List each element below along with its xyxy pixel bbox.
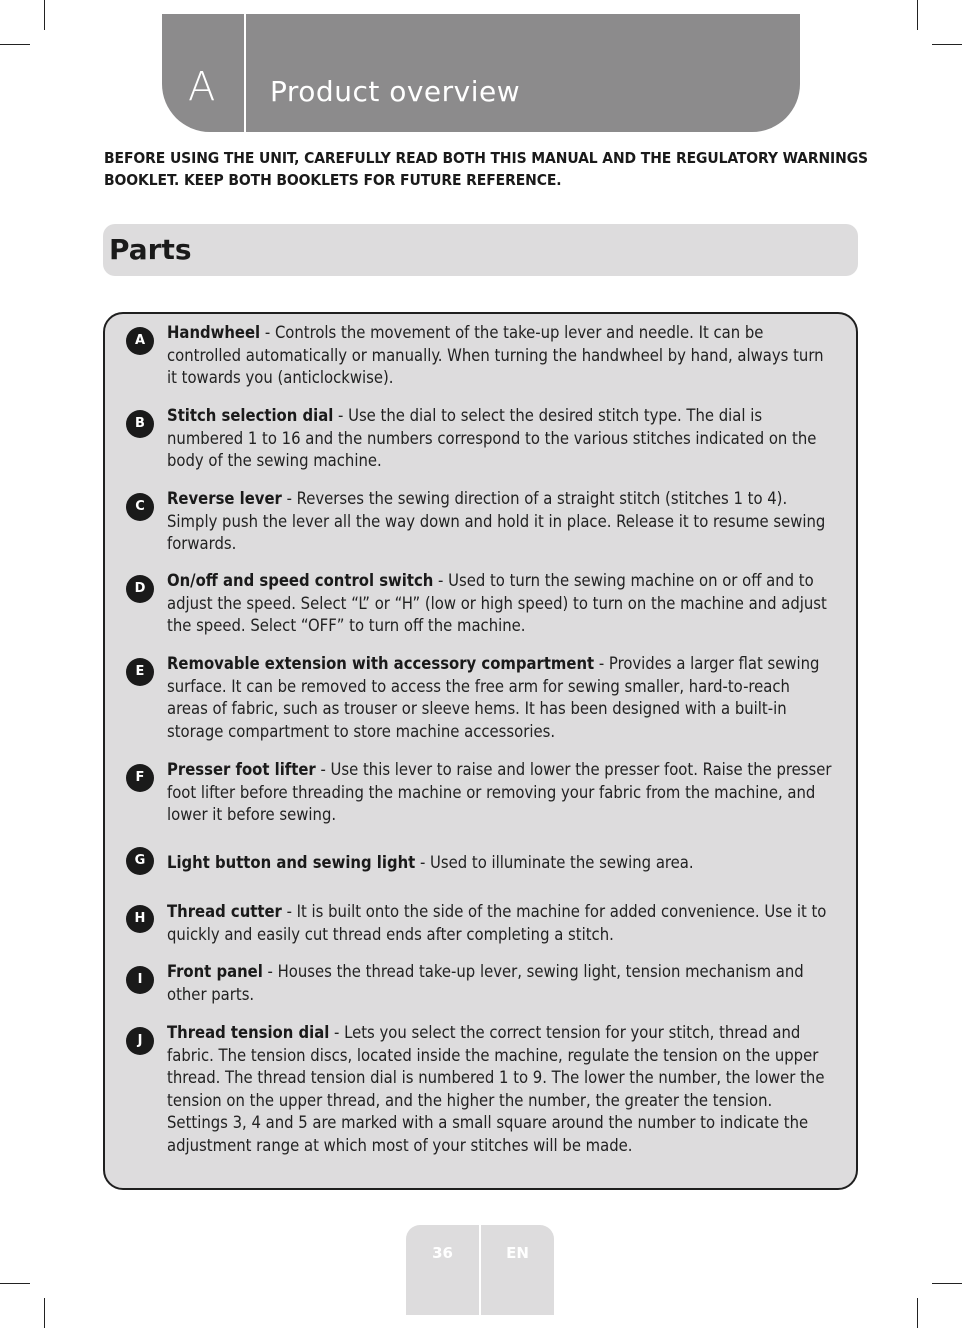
- crop-mark: [0, 1283, 30, 1284]
- part-badge: D: [126, 575, 154, 603]
- part-name: Stitch selection dial: [167, 406, 334, 425]
- part-detail: - Used to turn the sewing machine on or off and to adjust the speed. Select “L” or “H” (low or high speed) to turn on the machine and adjust the speed. Select “OFF” to turn off the machine.: [167, 571, 827, 635]
- part-name: Light button and sewing light: [167, 853, 416, 872]
- part-description: [167, 405, 832, 473]
- part-name: Handwheel: [167, 323, 261, 342]
- page-number: 36: [432, 1244, 453, 1262]
- part-detail: - Reverses the sewing direction of a straight stitch (stitches 1 to 4). Simply push the lever all the way down and hold it in place. Release it to resume sewing forwards.: [167, 489, 826, 553]
- part-badge: I: [126, 966, 154, 994]
- part-name: Thread cutter: [167, 902, 282, 921]
- part-description: [167, 488, 832, 556]
- crop-mark: [917, 1298, 918, 1328]
- part-badge: E: [126, 658, 154, 686]
- part-description: [167, 653, 832, 743]
- crop-mark: [44, 1298, 45, 1328]
- part-badge: B: [126, 410, 154, 438]
- part-detail: - Use this lever to raise and lower the presser foot. Raise the presser foot lifter before threading the machine or removing your fabric from the machine, and lower it before sewing.: [167, 760, 832, 824]
- part-name: Thread tension dial: [167, 1023, 330, 1042]
- page-title: Product overview: [270, 75, 521, 108]
- part-description: [167, 901, 832, 946]
- part-badge: H: [126, 905, 154, 933]
- part-description: [167, 1022, 832, 1157]
- part-description: [167, 961, 832, 1006]
- part-detail: - Used to illuminate the sewing area.: [415, 853, 694, 872]
- parts-heading-bar: [103, 224, 858, 276]
- crop-mark: [44, 0, 45, 30]
- language-code: EN: [506, 1244, 529, 1262]
- part-badge: A: [126, 327, 154, 355]
- header-divider: [244, 14, 246, 132]
- part-detail: - Lets you select the correct tension for your stitch, thread and fabric. The tension discs, located inside the machine, regulate the tension on the upper thread. The thread tension dial is numbered 1 to 9. The lower the number, the lower the tension on the upper thread, and the higher the number, the greater the tension. Settings 3, 4 and 5 are marked with a small square around the number to indicate the adjustment range at which most of your stitches will be made.: [167, 1023, 825, 1155]
- part-description: [167, 570, 832, 638]
- crop-mark: [917, 0, 918, 30]
- part-name: Presser foot lifter: [167, 760, 316, 779]
- part-badge: F: [126, 764, 154, 792]
- part-description: [167, 322, 832, 390]
- part-badge: G: [126, 847, 154, 875]
- safety-warning: BEFORE USING THE UNIT, CAREFULLY READ BOTH THIS MANUAL AND THE REGULATORY WARNINGS BOOKLET. KEEP BOTH BOOKLETS FOR FUTURE REFERENCE.: [104, 149, 869, 189]
- part-badge: J: [126, 1027, 154, 1055]
- parts-heading: Parts: [109, 233, 192, 266]
- part-detail: - Controls the movement of the take-up lever and needle. It can be controlled automatically or manually. When turning the handwheel by hand, always turn it towards you (anticlockwise).: [167, 323, 824, 387]
- part-name: Removable extension with accessory compartment: [167, 654, 595, 673]
- section-header-tab: [162, 14, 800, 132]
- part-name: On/off and speed control switch: [167, 571, 434, 590]
- part-description: [167, 759, 832, 827]
- part-description: [167, 852, 832, 875]
- part-detail: - Houses the thread take-up lever, sewing light, tension mechanism and other parts.: [167, 962, 804, 1004]
- crop-mark: [932, 1283, 962, 1284]
- crop-mark: [932, 44, 962, 45]
- part-badge: C: [126, 493, 154, 521]
- language-tab: [481, 1225, 554, 1315]
- part-name: Front panel: [167, 962, 263, 981]
- section-letter: A: [188, 64, 216, 110]
- crop-mark: [0, 44, 30, 45]
- part-detail: - Use the dial to select the desired stitch type. The dial is numbered 1 to 16 and the numbers correspond to the various stitches indicated on the body of the sewing machine.: [167, 406, 817, 470]
- part-detail: - It is built onto the side of the machine for added convenience. Use it to quickly and easily cut thread ends after completing a stitch.: [167, 902, 827, 944]
- part-detail: - Provides a larger flat sewing surface. It can be removed to access the free arm for sewing smaller, hard-to-reach areas of fabric, such as trouser or sleeve hems. It has been designed with a built-in storage compartment to store machine accessories.: [167, 654, 820, 741]
- page-number-tab: [406, 1225, 479, 1315]
- part-name: Reverse lever: [167, 489, 282, 508]
